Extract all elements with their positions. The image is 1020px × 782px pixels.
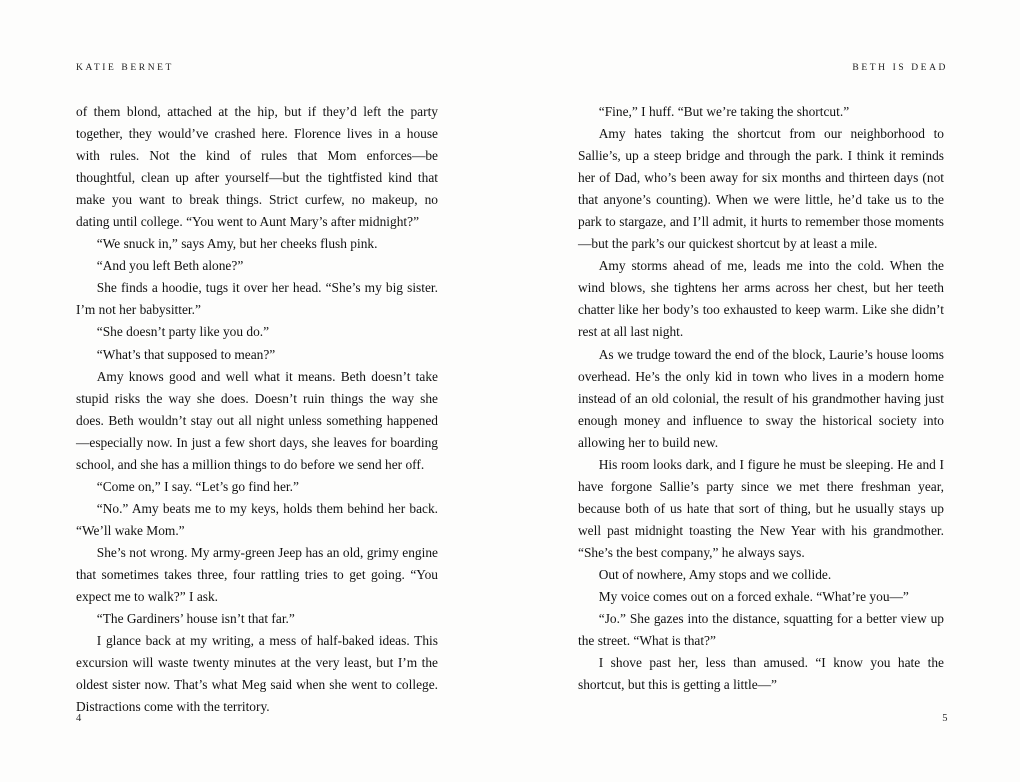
body-paragraph: Amy hates taking the shortcut from our neighborhood to Sallie’s, up a steep bridge and through the park. I think it reminds her of Dad, who’s been away for six months and thirteen days (not that anyone’s counting). When we were little, he’d take us to the park to stargaze, and I’ll admit, it hurts to remember those moments—but the park’s our quickest shortcut by at least a mile.	[578, 126, 944, 252]
body-paragraph: “We snuck in,” says Amy, but her cheeks flush pink.	[96, 236, 378, 252]
right-page-textblock	[578, 101, 944, 696]
body-paragraph: Amy knows good and well what it means. Beth doesn’t take stupid risks the way she does. Doesn’t ruin things the way she does. Beth wouldn’t stay out all night unless something happened—especially now. In just a few short days, she leaves for boarding school, and she has a million things to do before we send her off.	[76, 368, 438, 472]
body-paragraph: “No.” Amy beats me to my keys, holds them behind her back. “We’ll wake Mom.”	[76, 500, 438, 538]
body-paragraph: His room looks dark, and I figure he must be sleeping. He and I have forgone Sallie’s party since we met there freshman year, because both of us hate that sort of thing, but he usually stays up well past midnight toasting the New Year with his grandmother. “She’s the best company,” he always says.	[578, 456, 944, 560]
body-paragraph: “She doesn’t party like you do.”	[96, 324, 270, 340]
body-paragraph: “Jo.” She gazes into the distance, squatting for a better view up the street. “What is that?”	[578, 611, 944, 649]
left-page-textblock	[76, 101, 438, 718]
body-paragraph: As we trudge toward the end of the block, Laurie’s house looms overhead. He’s the only kid in town who lives in a modern home instead of an old colonial, the result of his grandmother having just enough money and influence to sway the historical society into allowing her to build new.	[578, 346, 944, 450]
running-head-title: BETH IS DEAD	[852, 63, 948, 73]
body-paragraph: Out of nowhere, Amy stops and we collide.	[598, 566, 832, 582]
folio-left: 4	[76, 713, 82, 724]
body-paragraph: I glance back at my writing, a mess of half-baked ideas. This excursion will waste twenty minutes at the very least, but I’m the oldest sister now. That’s what Meg said when she went to college. Distractions come with the territory.	[76, 633, 438, 715]
body-paragraph: She’s not wrong. My army-green Jeep has an old, grimy engine that sometimes takes three, four rattling tries to get going. “You expect me to walk?” I ask.	[76, 544, 438, 605]
body-paragraph: “Fine,” I huff. “But we’re taking the shortcut.”	[598, 104, 850, 119]
body-paragraph: “And you left Beth alone?”	[96, 258, 244, 274]
folio-right: 5	[942, 713, 948, 724]
body-paragraph: I shove past her, less than amused. “I know you hate the shortcut, but this is getting a little—”	[578, 655, 944, 693]
right-page	[510, 0, 1020, 782]
body-paragraph: of them blond, attached at the hip, but if they’d left the party together, they would’ve crashed here. Florence lives in a house with rules. Not the kind of rules that Mom enforces—be thoughtful, clean up after yourself—but the tightfisted kind that make you want to break things. Strict curfew, no makeup, no dating until college. “You went to Aunt Mary’s after midnight?”	[76, 104, 438, 230]
body-paragraph: My voice comes out on a forced exhale. “What’re you—”	[598, 589, 909, 605]
body-paragraph: “The Gardiners’ house isn’t that far.”	[96, 611, 295, 627]
body-paragraph: Amy storms ahead of me, leads me into the cold. When the wind blows, she tightens her arms across her chest, but her teeth chatter like her body’s too exhausted to keep warm. Like she didn’t rest at all last night.	[578, 258, 944, 340]
body-paragraph: She finds a hoodie, tugs it over her head. “She’s my big sister. I’m not her babysitter.”	[76, 280, 438, 318]
body-paragraph: “Come on,” I say. “Let’s go find her.”	[96, 478, 299, 494]
running-head-author: KATIE BERNET	[76, 63, 174, 73]
body-paragraph: “What’s that supposed to mean?”	[96, 346, 276, 362]
